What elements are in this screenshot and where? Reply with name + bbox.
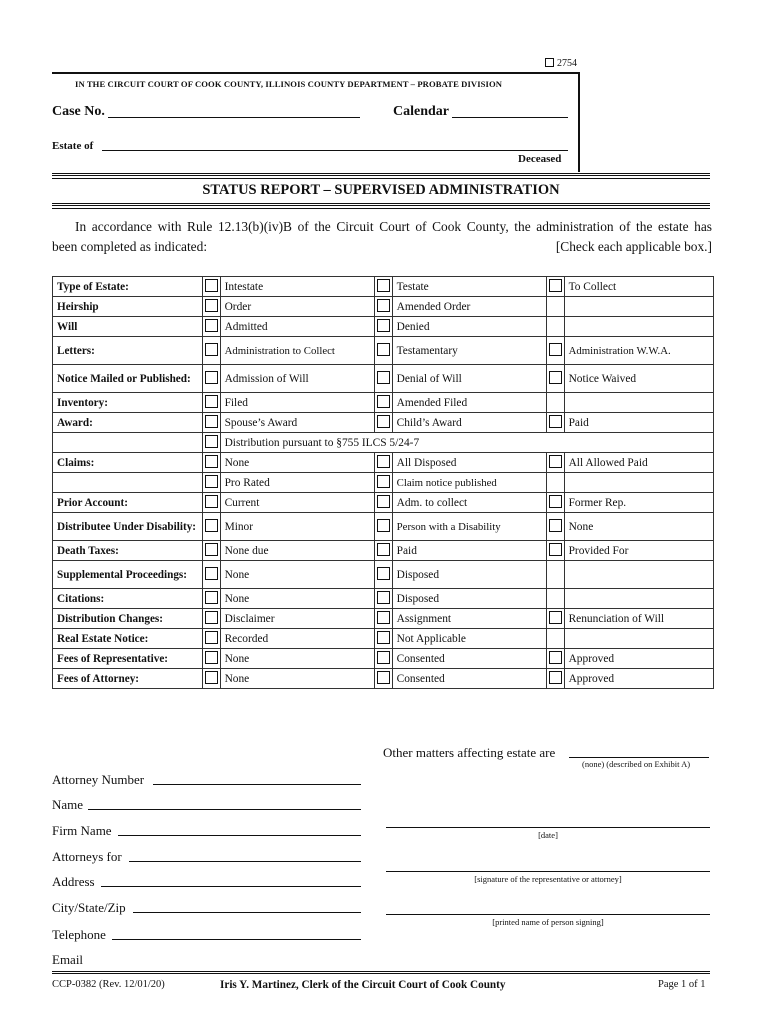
checkbox-cell xyxy=(202,513,220,541)
option-label xyxy=(564,297,713,317)
intro-line-2 xyxy=(52,237,712,257)
table-row xyxy=(53,453,714,473)
checkbox-cell xyxy=(374,365,392,393)
checkbox[interactable] xyxy=(549,415,562,428)
estate-of-field[interactable] xyxy=(102,150,568,151)
option-label xyxy=(564,393,713,413)
checkbox[interactable] xyxy=(205,495,218,508)
row-label xyxy=(53,433,203,453)
printed-name-field[interactable] xyxy=(386,914,710,915)
attorneys-for-label: Attorneys for xyxy=(52,849,122,864)
option-label: Testate xyxy=(392,277,546,297)
checkbox-cell xyxy=(546,393,564,413)
case-no-label: Case No. xyxy=(52,104,105,119)
checkbox-cell xyxy=(374,297,392,317)
checkbox[interactable] xyxy=(205,475,218,488)
table-row xyxy=(53,473,714,493)
option-label: Paid xyxy=(564,413,713,433)
option-label: Person with a Disability xyxy=(392,513,546,541)
signature-caption: [signature of the representative or attorney] xyxy=(474,874,622,884)
checkbox-cell xyxy=(374,513,392,541)
checkbox[interactable] xyxy=(205,415,218,428)
checkbox[interactable] xyxy=(205,279,218,292)
option-label: Administration to Collect xyxy=(220,337,374,365)
option-label: Provided For xyxy=(564,541,713,561)
title-rule-bottom xyxy=(52,203,710,209)
checkbox-cell xyxy=(374,453,392,473)
checkbox-cell xyxy=(202,629,220,649)
checkbox[interactable] xyxy=(549,671,562,684)
option-label: Denial of Will xyxy=(392,365,546,393)
table-row xyxy=(53,493,714,513)
checkbox[interactable] xyxy=(205,611,218,624)
form-revision: CCP-0382 (Rev. 12/01/20) xyxy=(52,979,165,990)
status-table xyxy=(52,276,714,689)
checkbox-cell xyxy=(202,317,220,337)
option-label: Minor xyxy=(220,513,374,541)
intro-line-2-left: been completed as indicated: xyxy=(52,239,208,254)
page-number: Page 1 of 1 xyxy=(658,979,706,990)
checkbox-cell xyxy=(546,669,564,689)
table-row xyxy=(53,541,714,561)
page-title: STATUS REPORT – SUPERVISED ADMINISTRATION xyxy=(202,182,560,198)
option-label xyxy=(564,317,713,337)
firm-name-field[interactable] xyxy=(118,835,361,836)
checkbox[interactable] xyxy=(377,631,390,644)
checkbox[interactable] xyxy=(549,371,562,384)
attorney-number-field[interactable] xyxy=(153,784,361,785)
other-matters-note: (none) (described on Exhibit A) xyxy=(582,759,691,769)
checkbox-cell xyxy=(202,453,220,473)
checkbox[interactable] xyxy=(205,567,218,580)
checkbox[interactable] xyxy=(205,543,218,556)
date-caption: [date] xyxy=(538,830,558,840)
option-label xyxy=(564,561,713,589)
option-label: None due xyxy=(220,541,374,561)
option-label xyxy=(564,629,713,649)
row-label: Prior Account: xyxy=(53,493,203,513)
checkbox-cell xyxy=(202,589,220,609)
checkbox-cell xyxy=(546,337,564,365)
option-label: Paid xyxy=(392,541,546,561)
checkbox-cell xyxy=(202,277,220,297)
option-label: None xyxy=(220,589,374,609)
email-label: Email xyxy=(52,952,84,967)
checkbox-cell xyxy=(546,473,564,493)
option-label: None xyxy=(564,513,713,541)
checkbox[interactable] xyxy=(377,475,390,488)
deceased-label: Deceased xyxy=(518,153,562,165)
intro-line-2-right: [Check each applicable box.] xyxy=(555,239,712,254)
option-label: Denied xyxy=(392,317,546,337)
option-label: None xyxy=(220,561,374,589)
row-label: Award: xyxy=(53,413,203,433)
other-matters-label: Other matters affecting estate are xyxy=(383,745,556,760)
telephone-field[interactable] xyxy=(112,939,361,940)
checkbox[interactable] xyxy=(377,591,390,604)
city-state-zip-field[interactable] xyxy=(133,912,361,913)
checkbox[interactable] xyxy=(549,611,562,624)
checkbox[interactable] xyxy=(205,395,218,408)
checkbox[interactable] xyxy=(549,455,562,468)
table-row xyxy=(53,589,714,609)
table-row xyxy=(53,433,714,453)
row-label xyxy=(53,473,203,493)
estate-of-label: Estate of xyxy=(52,140,94,152)
option-label: Consented xyxy=(392,669,546,689)
checkbox[interactable] xyxy=(549,279,562,292)
case-no-field[interactable] xyxy=(108,117,360,118)
row-label: Supplemental Proceedings: xyxy=(53,561,203,589)
checkbox-cell xyxy=(546,541,564,561)
checkbox[interactable] xyxy=(549,651,562,664)
table-row xyxy=(53,649,714,669)
telephone-label: Telephone xyxy=(52,927,106,942)
option-label: Disposed xyxy=(392,589,546,609)
row-label: Letters: xyxy=(53,337,203,365)
option-label: Administration W.W.A. xyxy=(564,337,713,365)
checkbox-cell xyxy=(202,669,220,689)
checkbox-cell xyxy=(374,561,392,589)
option-label: Disposed xyxy=(392,561,546,589)
checkbox[interactable] xyxy=(377,495,390,508)
calendar-field[interactable] xyxy=(452,117,568,118)
checkbox[interactable] xyxy=(205,319,218,332)
option-label: Child’s Award xyxy=(392,413,546,433)
checkbox-cell xyxy=(202,473,220,493)
option-label: Former Rep. xyxy=(564,493,713,513)
option-label xyxy=(564,473,713,493)
clerk-name: Iris Y. Martinez, Clerk of the Circuit Court of Cook County xyxy=(220,979,506,991)
checkbox-cell xyxy=(546,297,564,317)
row-label: Type of Estate: xyxy=(53,277,203,297)
option-label: Disclaimer xyxy=(220,609,374,629)
checkbox-cell xyxy=(202,413,220,433)
option-label: Approved xyxy=(564,649,713,669)
checkbox-cell xyxy=(546,649,564,669)
checkbox-cell xyxy=(374,393,392,413)
row-label: Distribution Changes: xyxy=(53,609,203,629)
checkbox[interactable] xyxy=(549,343,562,356)
checkbox[interactable] xyxy=(205,631,218,644)
option-label: Consented xyxy=(392,649,546,669)
option-label: Amended Order xyxy=(392,297,546,317)
signature-field[interactable] xyxy=(386,871,710,872)
checkbox-cell xyxy=(374,277,392,297)
option-label: Order xyxy=(220,297,374,317)
checkbox-cell xyxy=(374,649,392,669)
option-label: All Allowed Paid xyxy=(564,453,713,473)
table-row xyxy=(53,561,714,589)
option-label: Admitted xyxy=(220,317,374,337)
checkbox-cell xyxy=(374,669,392,689)
checkbox-cell xyxy=(374,473,392,493)
checkbox[interactable] xyxy=(205,343,218,356)
checkbox-cell xyxy=(546,589,564,609)
table-row xyxy=(53,297,714,317)
footer-rule xyxy=(52,971,710,975)
option-label: Amended Filed xyxy=(392,393,546,413)
calendar-label: Calendar xyxy=(393,104,449,119)
row-label: Inventory: xyxy=(53,393,203,413)
address-label: Address xyxy=(52,874,95,889)
checkbox-cell xyxy=(374,629,392,649)
checkbox-cell xyxy=(202,365,220,393)
checkbox[interactable] xyxy=(549,519,562,532)
checkbox[interactable] xyxy=(205,671,218,684)
checkbox[interactable] xyxy=(549,543,562,556)
checkbox-cell xyxy=(546,277,564,297)
row-label: Fees of Representative: xyxy=(53,649,203,669)
checkbox[interactable] xyxy=(377,395,390,408)
row-label: Distributee Under Disability: xyxy=(53,513,203,541)
option-label: To Collect xyxy=(564,277,713,297)
option-label: Renunciation of Will xyxy=(564,609,713,629)
option-label: Admission of Will xyxy=(220,365,374,393)
checkbox-cell xyxy=(374,413,392,433)
checkbox[interactable] xyxy=(377,671,390,684)
form-number: 2754 xyxy=(545,58,577,69)
checkbox-cell xyxy=(374,317,392,337)
table-row xyxy=(53,277,714,297)
option-label: None xyxy=(220,649,374,669)
option-label: Current xyxy=(220,493,374,513)
checkbox-cell xyxy=(202,433,220,453)
checkbox-cell xyxy=(374,541,392,561)
checkbox-cell xyxy=(374,337,392,365)
checkbox[interactable] xyxy=(205,455,218,468)
table-row xyxy=(53,609,714,629)
checkbox-cell xyxy=(202,541,220,561)
option-label: None xyxy=(220,453,374,473)
date-field[interactable] xyxy=(386,827,710,828)
checkbox-cell xyxy=(546,413,564,433)
checkbox[interactable] xyxy=(205,371,218,384)
intro-text xyxy=(52,217,712,257)
checkbox-cell xyxy=(202,337,220,365)
option-label: Spouse’s Award xyxy=(220,413,374,433)
option-label: Claim notice published xyxy=(392,473,546,493)
address-field[interactable] xyxy=(101,886,361,887)
checkbox[interactable] xyxy=(377,519,390,532)
option-label: Pro Rated xyxy=(220,473,374,493)
checkbox-cell xyxy=(202,561,220,589)
checkbox[interactable] xyxy=(377,415,390,428)
checkbox[interactable] xyxy=(377,299,390,312)
checkbox-cell xyxy=(202,393,220,413)
checkbox[interactable] xyxy=(377,611,390,624)
attorney-number-label: Attorney Number xyxy=(52,772,145,787)
table-row xyxy=(53,393,714,413)
option-label: None xyxy=(220,669,374,689)
option-label: Filed xyxy=(220,393,374,413)
table-row xyxy=(53,413,714,433)
checkbox-cell xyxy=(374,493,392,513)
printed-name-caption: [printed name of person signing] xyxy=(492,917,604,927)
checkbox[interactable] xyxy=(377,319,390,332)
option-label: Recorded xyxy=(220,629,374,649)
table-row xyxy=(53,513,714,541)
table-row xyxy=(53,629,714,649)
intro-line-1: In accordance with Rule 12.13(b)(iv)B of the Circuit Court of Cook County, the administration of the estate has xyxy=(75,219,712,234)
checkbox-cell xyxy=(546,561,564,589)
checkbox-cell xyxy=(202,609,220,629)
checkbox[interactable] xyxy=(205,435,218,448)
attorneys-for-field[interactable] xyxy=(129,861,361,862)
checkbox[interactable] xyxy=(377,279,390,292)
title-rule-top xyxy=(52,173,710,179)
header-rule xyxy=(52,72,580,74)
checkbox-cell xyxy=(546,365,564,393)
table-row xyxy=(53,337,714,365)
form-number-checkbox[interactable] xyxy=(545,58,554,67)
checkbox[interactable] xyxy=(377,651,390,664)
name-field[interactable] xyxy=(88,809,361,810)
checkbox[interactable] xyxy=(205,299,218,312)
option-label: Adm. to collect xyxy=(392,493,546,513)
table-row xyxy=(53,365,714,393)
checkbox-cell xyxy=(546,453,564,473)
checkbox[interactable] xyxy=(205,519,218,532)
row-label: Will xyxy=(53,317,203,337)
row-label: Citations: xyxy=(53,589,203,609)
row-label: Notice Mailed or Published: xyxy=(53,365,203,393)
firm-name-label: Firm Name xyxy=(52,823,112,838)
checkbox-cell xyxy=(202,297,220,317)
header-side-rule xyxy=(578,72,580,172)
option-label: Approved xyxy=(564,669,713,689)
option-label: All Disposed xyxy=(392,453,546,473)
option-label: Assignment xyxy=(392,609,546,629)
table-row xyxy=(53,317,714,337)
court-header: IN THE CIRCUIT COURT OF COOK COUNTY, ILLINOIS COUNTY DEPARTMENT – PROBATE DIVISION xyxy=(75,79,503,89)
row-label: Real Estate Notice: xyxy=(53,629,203,649)
checkbox-cell xyxy=(546,513,564,541)
checkbox[interactable] xyxy=(549,495,562,508)
option-label: Testamentary xyxy=(392,337,546,365)
checkbox-cell xyxy=(374,609,392,629)
checkbox[interactable] xyxy=(377,343,390,356)
checkbox[interactable] xyxy=(205,591,218,604)
checkbox-cell xyxy=(202,649,220,669)
checkbox-cell xyxy=(546,317,564,337)
checkbox-cell xyxy=(202,493,220,513)
row-label: Fees of Attorney: xyxy=(53,669,203,689)
row-label: Death Taxes: xyxy=(53,541,203,561)
checkbox-cell xyxy=(546,609,564,629)
checkbox[interactable] xyxy=(377,455,390,468)
option-label: Notice Waived xyxy=(564,365,713,393)
row-label: Heirship xyxy=(53,297,203,317)
option-label: Intestate xyxy=(220,277,374,297)
option-label: Distribution pursuant to §755 ILCS 5/24-7 xyxy=(220,433,713,453)
option-label xyxy=(564,589,713,609)
name-label: Name xyxy=(52,797,84,812)
checkbox[interactable] xyxy=(377,543,390,556)
checkbox-cell xyxy=(374,589,392,609)
row-label: Claims: xyxy=(53,453,203,473)
city-state-zip-label: City/State/Zip xyxy=(52,900,126,915)
other-matters-field[interactable] xyxy=(569,757,709,758)
table-row xyxy=(53,669,714,689)
checkbox[interactable] xyxy=(205,651,218,664)
checkbox-cell xyxy=(546,493,564,513)
checkbox-cell xyxy=(546,629,564,649)
option-label: Not Applicable xyxy=(392,629,546,649)
checkbox[interactable] xyxy=(377,371,390,384)
checkbox[interactable] xyxy=(377,567,390,580)
